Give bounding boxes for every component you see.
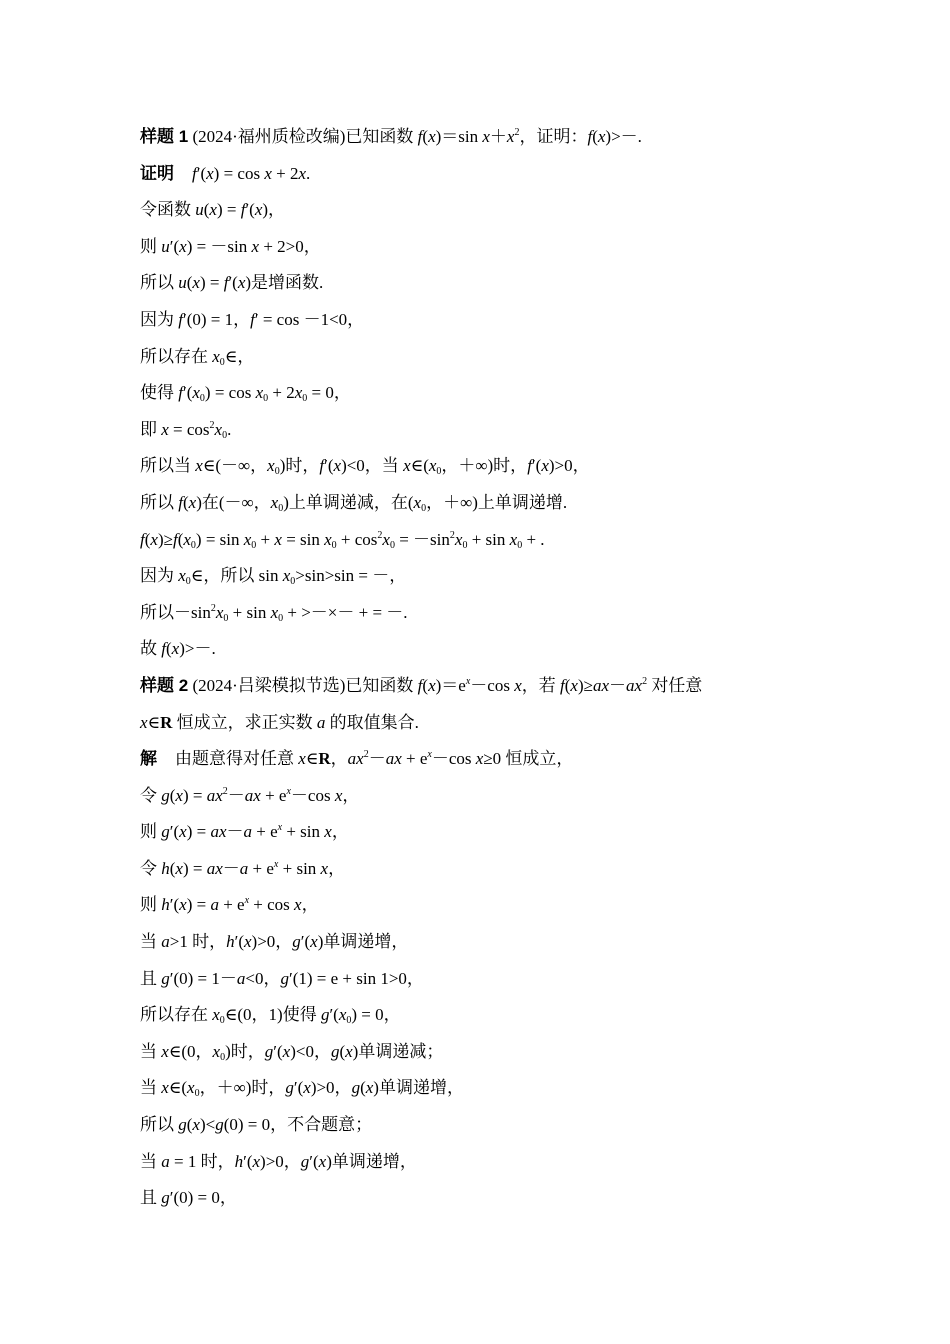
proof-line-1: 证明 f′(x) = cos x + 2x.: [140, 163, 311, 183]
example-2-source: (2024·吕梁模拟节选): [192, 675, 346, 695]
proof-line-10: 所以 f(x)在(－∞，$x_0$)上单调递减，在($x_0$，＋∞)上单调递增.: [140, 492, 568, 514]
solution-line-9: 当 x∈(0，$x_0$)时，g′(x)<0，g(x)单调递减；: [140, 1041, 444, 1063]
document-page: [140, 122, 830, 1220]
proof-line-5: 因为 f′(0) = 1，f′ = cos －1<0，: [140, 309, 365, 329]
solution-line-11: 所以 g(x)<g(0) = 0，不合题意；: [140, 1115, 373, 1135]
example-1-label: 样题 1: [140, 127, 189, 146]
proof-line-11: $f(x)\ge f(x_0) = \sin x_0 + x = \sin x_0 + \cos^2x_0 = -\sin^2x_0 + \sin x_0$ + .: [140, 529, 545, 551]
proof-line-2: 令函数 u(x) = f′(x)，: [140, 200, 286, 220]
solution-line-12: 当 a = 1 时，h′(x)>0，g′(x)单调递增，: [140, 1151, 417, 1171]
solution-line-6: 当 a>1 时，h′(x)>0，g′(x)单调递增，: [140, 932, 409, 952]
proof-line-9: 所以当 x∈(－∞，$x_0$)时，f′(x)<0，当 $x\in(x_0$，＋∞)时，f′(x)>0，: [140, 456, 590, 478]
example-2-label: 样题 2: [140, 675, 189, 695]
proof-label: 证明: [140, 163, 174, 183]
proof-line-8: 即 $x = \cos^2x_0$.: [140, 419, 232, 441]
proof-line-14: 故 f(x)>－.: [140, 639, 216, 659]
solution-line-3: 则 $g'(x) = ax-a + e^x + \sin x$，: [140, 822, 349, 842]
proof-line-12: 因为 $x_0\in$，所以 $\sin x_0>\sin>\sin$ = －，: [140, 566, 407, 588]
solution-line-1: 解 由题意得对任意 x∈R，$ax^2-ax + e^x-\cos$ x≥0 恒成立，: [140, 749, 574, 769]
proof-line-13: 所以$-\sin^2x_0 + \sin x_0$ + >－×－ + = －.: [140, 602, 408, 624]
example-1-statement: 样题 1 (2024·福州质检改编)已知函数 f(x)＝sin $x+x^2$，证明：f(x)>－.: [140, 127, 642, 146]
solution-label: 解: [140, 749, 157, 769]
solution-line-13: 且 g′(0) = 0，: [140, 1188, 237, 1208]
solution-line-4: 令 $h(x) = ax-a + e^x + \sin x$，: [140, 858, 346, 878]
solution-line-8: 所以存在 $x_0\in(0$，1)使得 $g'(x_0) = 0$，: [140, 1005, 401, 1027]
solution-line-10: 当 $x\in(x_0$，＋∞)时，g′(x)>0，g(x)单调递增，: [140, 1078, 464, 1100]
proof-line-6: 所以存在 $x_0\in$，: [140, 346, 255, 368]
proof-line-4: 所以 u(x) = f′(x)是增函数.: [140, 273, 324, 293]
example-2-statement-line-1: 样题 2 (2024·吕梁模拟节选)已知函数 $f(x)=e^x-\cos$ x，若 $f(x)\ge ax-ax^2$ 对任意: [140, 675, 703, 695]
example-2-statement-line-2: x∈R 恒成立，求正实数 a 的取值集合.: [140, 712, 419, 732]
example-1-source: (2024·福州质检改编): [192, 127, 346, 146]
proof-line-3: 则 u′(x) = －sin x + 2>0，: [140, 236, 321, 256]
proof-line-7: 使得 $f'(x_0) = \cos x_0 + 2x_0 = 0$，: [140, 383, 351, 405]
solution-line-5: 则 $h'(x) = a + e^x + \cos x$，: [140, 895, 319, 915]
solution-line-2: 令 $g(x) = ax^2-ax + e^x-\cos$ x，: [140, 785, 360, 805]
solution-line-7: 且 g′(0) = 1－a<0，g′(1) = e + sin 1>0，: [140, 968, 424, 988]
